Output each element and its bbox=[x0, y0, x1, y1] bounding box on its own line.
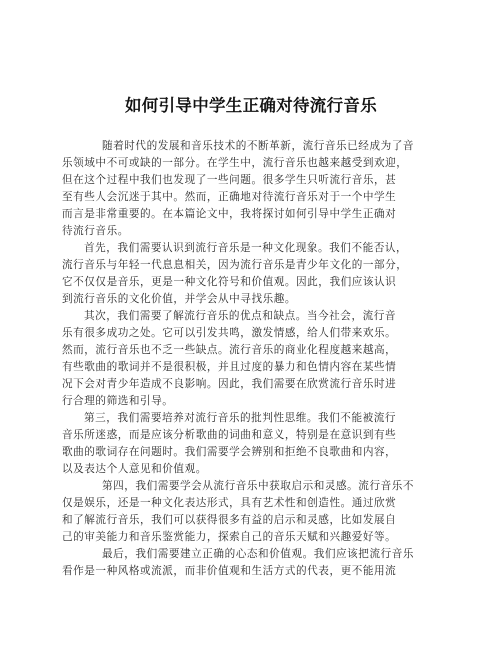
body-line: 己的审美能力和音乐鉴赏能力，探索自己的音乐天赋和兴趣爱好等。 bbox=[62, 531, 397, 543]
body-line: 乐领域中不可或缺的一部分。在学生中，流行音乐也越来越受到欢迎， bbox=[62, 157, 408, 169]
body-line: 随着时代的发展和音乐技术的不断革新，流行音乐已经成为了音 bbox=[102, 140, 415, 152]
body-line: 它不仅仅是音乐，更是一种文化符号和价值观。因此，我们应该认识 bbox=[62, 276, 397, 288]
body-line: 第三，我们需要培养对流行音乐的批判性思维。我们不能被流行 bbox=[84, 412, 397, 424]
body-line: 至有些人会沉迷于其中。然而，正确地对待流行音乐对于一个中学生 bbox=[62, 191, 397, 203]
body-line: 乐有很多成功之处。它可以引发共鸣，激发情感，给人们带来欢乐。 bbox=[62, 327, 397, 339]
body-line: 然而，流行音乐也不乏一些缺点。流行音乐的商业化程度越来越高， bbox=[62, 344, 397, 356]
body-line: 歌曲的歌词存在问题时。我们需要学会辨别和拒绝不良歌曲和内容， bbox=[62, 446, 397, 458]
body-line: 待流行音乐。 bbox=[62, 225, 129, 237]
body-line: 以及表达个人意见和价值观。 bbox=[62, 463, 207, 475]
body-line: 看作是一种风格或流派，而非价值观和生活方式的代表，更不能用流 bbox=[62, 565, 397, 577]
body-line: 首先，我们需要认识到流行音乐是一种文化现象。我们不能否认， bbox=[84, 242, 408, 254]
body-line: 况下会对青少年造成不良影响。因此，我们需要在欣赏流行音乐时进 bbox=[62, 378, 397, 390]
document-body bbox=[62, 138, 462, 580]
body-line: 到流行音乐的文化价值，并学会从中寻找乐趣。 bbox=[62, 293, 297, 305]
body-line: 流行音乐与年轻一代息息相关，因为流行音乐是青少年文化的一部分， bbox=[62, 259, 408, 271]
body-line: 音乐所迷惑，而是应该分析歌曲的词曲和意义，特别是在意识到有些 bbox=[62, 429, 397, 441]
body-line: 第四，我们需要学会从流行音乐中获取启示和灵感。流行音乐不 bbox=[102, 480, 415, 492]
document-title: 如何引导中学生正确对待流行音乐 bbox=[125, 96, 377, 115]
body-line: 但在这个过程中我们也发现了一些问题。很多学生只听流行音乐，甚 bbox=[62, 174, 397, 186]
body-line: 而言是非常重要的。在本篇论文中，我将探讨如何引导中学生正确对 bbox=[62, 208, 397, 220]
body-line: 和了解流行音乐，我们可以获得很多有益的启示和灵感，比如发展自 bbox=[62, 514, 397, 526]
body-line: 仅是娱乐，还是一种文化表达形式，具有艺术性和创造性。通过欣赏 bbox=[62, 497, 397, 509]
body-line: 有些歌曲的歌词并不是很积极，并且过度的暴力和色情内容在某些情 bbox=[62, 361, 397, 373]
body-line: 行合理的筛选和引导。 bbox=[62, 395, 174, 407]
body-line: 最后，我们需要建立正确的心态和价值观。我们应该把流行音乐 bbox=[102, 548, 415, 560]
body-line: 其次，我们需要了解流行音乐的优点和缺点。当今社会，流行音 bbox=[84, 310, 397, 322]
